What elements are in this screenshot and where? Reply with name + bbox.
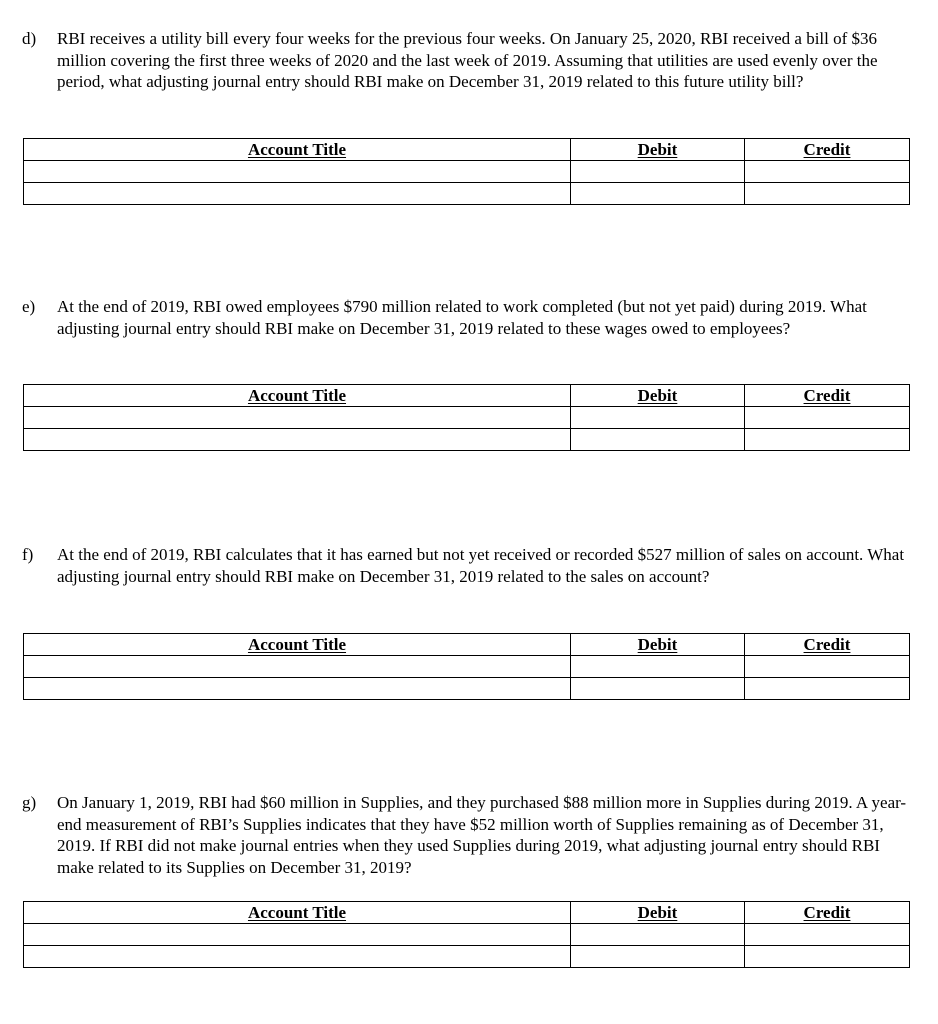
credit-cell[interactable] [745, 161, 910, 183]
journal-table-g [23, 901, 910, 968]
debit-cell[interactable] [571, 924, 745, 946]
journal-table-e [23, 384, 910, 451]
debit-cell[interactable] [571, 407, 745, 429]
credit-cell[interactable] [745, 407, 910, 429]
question-d-text [22, 28, 908, 93]
debit-cell[interactable] [571, 656, 745, 678]
credit-cell[interactable] [745, 656, 910, 678]
table-row [24, 656, 910, 678]
debit-cell[interactable] [571, 946, 745, 968]
credit-cell[interactable] [745, 924, 910, 946]
question-e-text [22, 296, 908, 339]
question-letter: d) [22, 29, 37, 48]
account-title-cell[interactable] [24, 946, 571, 968]
question-body: At the end of 2019, RBI owed employees $790 million related to work completed (but not yet paid) during 2019. What adjusting journal entry should RBI make on December 31, 2019 related to these wages owed to employees? [57, 297, 867, 338]
table-header-row [24, 385, 910, 407]
question-body: On January 1, 2019, RBI had $60 million in Supplies, and they purchased $88 million more in Supplies during 2019. A year-end measurement of RBI’s Supplies indicates that they have $52 million worth of Supplies remaining as of December 31, 2019. If RBI did not make journal entries when they used Supplies during 2019, what adjusting journal entry should RBI make related to its Supplies on December 31, 2019? [57, 793, 907, 877]
credit-header: Credit [745, 139, 910, 161]
table-row [24, 407, 910, 429]
credit-cell[interactable] [745, 429, 910, 451]
account-title-cell[interactable] [24, 429, 571, 451]
table-row [24, 946, 910, 968]
question-letter: e) [22, 297, 36, 316]
credit-cell[interactable] [745, 183, 910, 205]
question-g-text [22, 792, 908, 878]
credit-cell[interactable] [745, 678, 910, 700]
account-title-cell[interactable] [24, 183, 571, 205]
table-row [24, 429, 910, 451]
account-title-cell[interactable] [24, 678, 571, 700]
table-row [24, 161, 910, 183]
credit-header: Credit [745, 634, 910, 656]
question-body: RBI receives a utility bill every four weeks for the previous four weeks. On January 25, 2020, RBI received a bill of $36 million covering the first three weeks of 2020 and the last week of 2019. Assuming that utilities are used evenly over the period, what adjusting journal entry should RBI make on December 31, 2019 related to this future utility bill? [57, 29, 878, 91]
debit-header: Debit [571, 139, 745, 161]
question-letter: f) [22, 545, 34, 564]
debit-header: Debit [571, 385, 745, 407]
table-header-row [24, 902, 910, 924]
journal-table-f [23, 633, 910, 700]
debit-header: Debit [571, 634, 745, 656]
account-title-cell[interactable] [24, 161, 571, 183]
debit-cell[interactable] [571, 429, 745, 451]
table-row [24, 183, 910, 205]
account-title-header: Account Title [24, 139, 571, 161]
credit-header: Credit [745, 902, 910, 924]
account-title-header: Account Title [24, 634, 571, 656]
debit-cell[interactable] [571, 678, 745, 700]
table-row [24, 678, 910, 700]
journal-table-d [23, 138, 910, 205]
account-title-header: Account Title [24, 385, 571, 407]
credit-cell[interactable] [745, 946, 910, 968]
credit-header: Credit [745, 385, 910, 407]
debit-header: Debit [571, 902, 745, 924]
account-title-cell[interactable] [24, 924, 571, 946]
table-header-row [24, 139, 910, 161]
debit-cell[interactable] [571, 183, 745, 205]
account-title-cell[interactable] [24, 407, 571, 429]
table-header-row [24, 634, 910, 656]
question-f-text [22, 544, 908, 587]
question-letter: g) [22, 793, 37, 812]
table-row [24, 924, 910, 946]
account-title-header: Account Title [24, 902, 571, 924]
account-title-cell[interactable] [24, 656, 571, 678]
debit-cell[interactable] [571, 161, 745, 183]
question-body: At the end of 2019, RBI calculates that it has earned but not yet received or recorded $527 million of sales on account. What adjusting journal entry should RBI make on December 31, 2019 related to the sales on account? [57, 545, 905, 586]
